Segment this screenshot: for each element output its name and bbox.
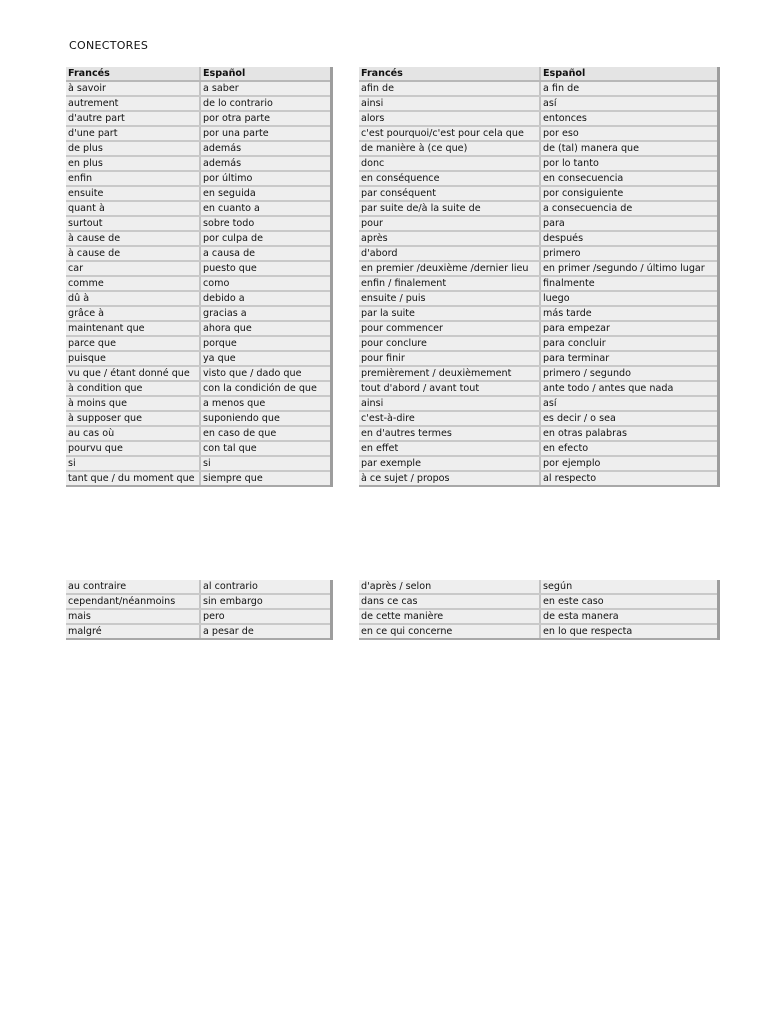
espanol-cell: además [200,141,331,156]
espanol-cell: para concluir [540,336,718,351]
table-row [66,580,331,594]
table-row [359,381,718,396]
espanol-cell: por una parte [200,126,331,141]
frances-cell: car [66,261,200,276]
table-row [66,276,331,291]
espanol-cell: puesto que [200,261,331,276]
table-row [66,231,331,246]
espanol-cell: con tal que [200,441,331,456]
frances-cell: maintenant que [66,321,200,336]
frances-cell: tant que / du moment que [66,471,200,486]
espanol-cell: en cuanto a [200,201,331,216]
espanol-cell: a consecuencia de [540,201,718,216]
frances-cell: premièrement / deuxièmement [359,366,540,381]
frances-cell: en d'autres termes [359,426,540,441]
espanol-cell: de lo contrario [200,96,331,111]
table-row [359,156,718,171]
frances-cell: puisque [66,351,200,366]
frances-cell: vu que / étant donné que [66,366,200,381]
espanol-cell: porque [200,336,331,351]
espanol-cell: a menos que [200,396,331,411]
espanol-cell: por consiguiente [540,186,718,201]
espanol-cell: por último [200,171,331,186]
frances-cell: par suite de/à la suite de [359,201,540,216]
espanol-cell: ante todo / antes que nada [540,381,718,396]
espanol-cell: en este caso [540,594,718,609]
espanol-cell: pero [200,609,331,624]
table-row [359,594,718,609]
table-row [66,594,331,609]
espanol-cell: finalmente [540,276,718,291]
page-title: CONECTORES [69,39,149,52]
table-row [359,216,718,231]
table-row [359,456,718,471]
espanol-cell: en consecuencia [540,171,718,186]
table-row [66,141,331,156]
frances-cell: d'abord [359,246,540,261]
espanol-cell: a causa de [200,246,331,261]
frances-cell: par la suite [359,306,540,321]
table-row [66,426,331,441]
table-row [359,291,718,306]
table-row [359,96,718,111]
table-row [66,471,331,486]
frances-cell: mais [66,609,200,624]
frances-cell: c'est-à-dire [359,411,540,426]
frances-cell: de manière à (ce que) [359,141,540,156]
espanol-cell: a fin de [540,81,718,96]
table-row [359,231,718,246]
espanol-cell: además [200,156,331,171]
frances-cell: quant à [66,201,200,216]
table-row [359,366,718,381]
table-row [359,126,718,141]
table-row [66,396,331,411]
frances-cell: pour [359,216,540,231]
frances-cell: d'après / selon [359,580,540,594]
espanol-cell: más tarde [540,306,718,321]
espanol-cell: para empezar [540,321,718,336]
espanol-cell: de esta manera [540,609,718,624]
table-row [66,111,331,126]
table-row [359,471,718,486]
espanol-cell: a saber [200,81,331,96]
table-row [66,96,331,111]
table-row [359,81,718,96]
table-row [66,126,331,141]
espanol-cell: al contrario [200,580,331,594]
frances-cell: à moins que [66,396,200,411]
frances-cell: enfin [66,171,200,186]
espanol-cell: suponiendo que [200,411,331,426]
table-row [66,411,331,426]
frances-cell: pourvu que [66,441,200,456]
table-row [359,624,718,639]
frances-cell: d'une part [66,126,200,141]
frances-cell: parce que [66,336,200,351]
frances-cell: si [66,456,200,471]
espanol-cell: sobre todo [200,216,331,231]
frances-cell: en plus [66,156,200,171]
table-row [359,336,718,351]
connectors-table-3 [66,580,333,640]
frances-cell: donc [359,156,540,171]
table-row [66,366,331,381]
frances-cell: grâce à [66,306,200,321]
frances-cell: à ce sujet / propos [359,471,540,486]
espanol-cell: en lo que respecta [540,624,718,639]
frances-cell: pour finir [359,351,540,366]
frances-cell: au cas où [66,426,200,441]
espanol-cell: así [540,396,718,411]
table-row [66,336,331,351]
header-espanol: Español [540,67,718,81]
frances-cell: après [359,231,540,246]
header-espanol: Español [200,67,331,81]
header-frances: Francés [66,67,200,81]
frances-cell: d'autre part [66,111,200,126]
espanol-cell: siempre que [200,471,331,486]
connectors-table-2 [359,67,720,487]
espanol-cell: ahora que [200,321,331,336]
espanol-cell: para terminar [540,351,718,366]
frances-cell: surtout [66,216,200,231]
espanol-cell: si [200,456,331,471]
frances-cell: c'est pourquoi/c'est pour cela que [359,126,540,141]
frances-cell: de cette manière [359,609,540,624]
table-row [359,246,718,261]
espanol-cell: con la condición de que [200,381,331,396]
espanol-cell: como [200,276,331,291]
espanol-cell: por otra parte [200,111,331,126]
table-row [359,580,718,594]
connectors-table-4 [359,580,720,640]
frances-cell: autrement [66,96,200,111]
frances-cell: en premier /deuxième /dernier lieu [359,261,540,276]
table-row [359,396,718,411]
espanol-cell: por eso [540,126,718,141]
table-row [359,201,718,216]
espanol-cell: al respecto [540,471,718,486]
frances-cell: en conséquence [359,171,540,186]
espanol-cell: según [540,580,718,594]
espanol-cell: entonces [540,111,718,126]
table-row [359,609,718,624]
table-row [359,111,718,126]
table-row [359,411,718,426]
espanol-cell: en efecto [540,441,718,456]
table-row [66,609,331,624]
table-row [359,351,718,366]
table-row [66,456,331,471]
frances-cell: pour conclure [359,336,540,351]
espanol-cell: es decir / o sea [540,411,718,426]
espanol-cell: primero [540,246,718,261]
espanol-cell: gracias a [200,306,331,321]
espanol-cell: así [540,96,718,111]
table-row [66,306,331,321]
table-row [66,186,331,201]
frances-cell: à cause de [66,246,200,261]
table-row [359,171,718,186]
header-frances: Francés [359,67,540,81]
connectors-table-1 [66,67,333,487]
espanol-cell: a pesar de [200,624,331,639]
frances-cell: par conséquent [359,186,540,201]
frances-cell: à condition que [66,381,200,396]
frances-cell: dû à [66,291,200,306]
espanol-cell: en seguida [200,186,331,201]
table-row [66,321,331,336]
frances-cell: enfin / finalement [359,276,540,291]
frances-cell: en ce qui concerne [359,624,540,639]
espanol-cell: para [540,216,718,231]
frances-cell: par exemple [359,456,540,471]
table-row [66,351,331,366]
table-row [66,624,331,639]
espanol-cell: después [540,231,718,246]
table-row [359,321,718,336]
frances-cell: à savoir [66,81,200,96]
table-row [66,201,331,216]
espanol-cell: por lo tanto [540,156,718,171]
espanol-cell: en caso de que [200,426,331,441]
table-row [66,156,331,171]
table-row [66,291,331,306]
frances-cell: ainsi [359,96,540,111]
table-row [359,141,718,156]
espanol-cell: por culpa de [200,231,331,246]
frances-cell: malgré [66,624,200,639]
frances-cell: de plus [66,141,200,156]
espanol-cell: luego [540,291,718,306]
table-header-row [359,67,718,81]
frances-cell: pour commencer [359,321,540,336]
table-row [66,441,331,456]
frances-cell: ensuite [66,186,200,201]
table-row [66,216,331,231]
frances-cell: à supposer que [66,411,200,426]
table-row [359,441,718,456]
espanol-cell: debido a [200,291,331,306]
espanol-cell: ya que [200,351,331,366]
table-row [359,426,718,441]
espanol-cell: en primer /segundo / último lugar [540,261,718,276]
table-row [359,186,718,201]
espanol-cell: por ejemplo [540,456,718,471]
espanol-cell: visto que / dado que [200,366,331,381]
table-row [66,246,331,261]
frances-cell: au contraire [66,580,200,594]
table-row [66,171,331,186]
frances-cell: cependant/néanmoins [66,594,200,609]
espanol-cell: de (tal) manera que [540,141,718,156]
frances-cell: ainsi [359,396,540,411]
espanol-cell: sin embargo [200,594,331,609]
frances-cell: afin de [359,81,540,96]
frances-cell: ensuite / puis [359,291,540,306]
frances-cell: dans ce cas [359,594,540,609]
table-header-row [66,67,331,81]
table-row [66,81,331,96]
frances-cell: à cause de [66,231,200,246]
frances-cell: comme [66,276,200,291]
table-row [359,306,718,321]
frances-cell: tout d'abord / avant tout [359,381,540,396]
frances-cell: alors [359,111,540,126]
table-row [66,261,331,276]
table-row [359,261,718,276]
espanol-cell: en otras palabras [540,426,718,441]
espanol-cell: primero / segundo [540,366,718,381]
frances-cell: en effet [359,441,540,456]
table-row [359,276,718,291]
table-row [66,381,331,396]
